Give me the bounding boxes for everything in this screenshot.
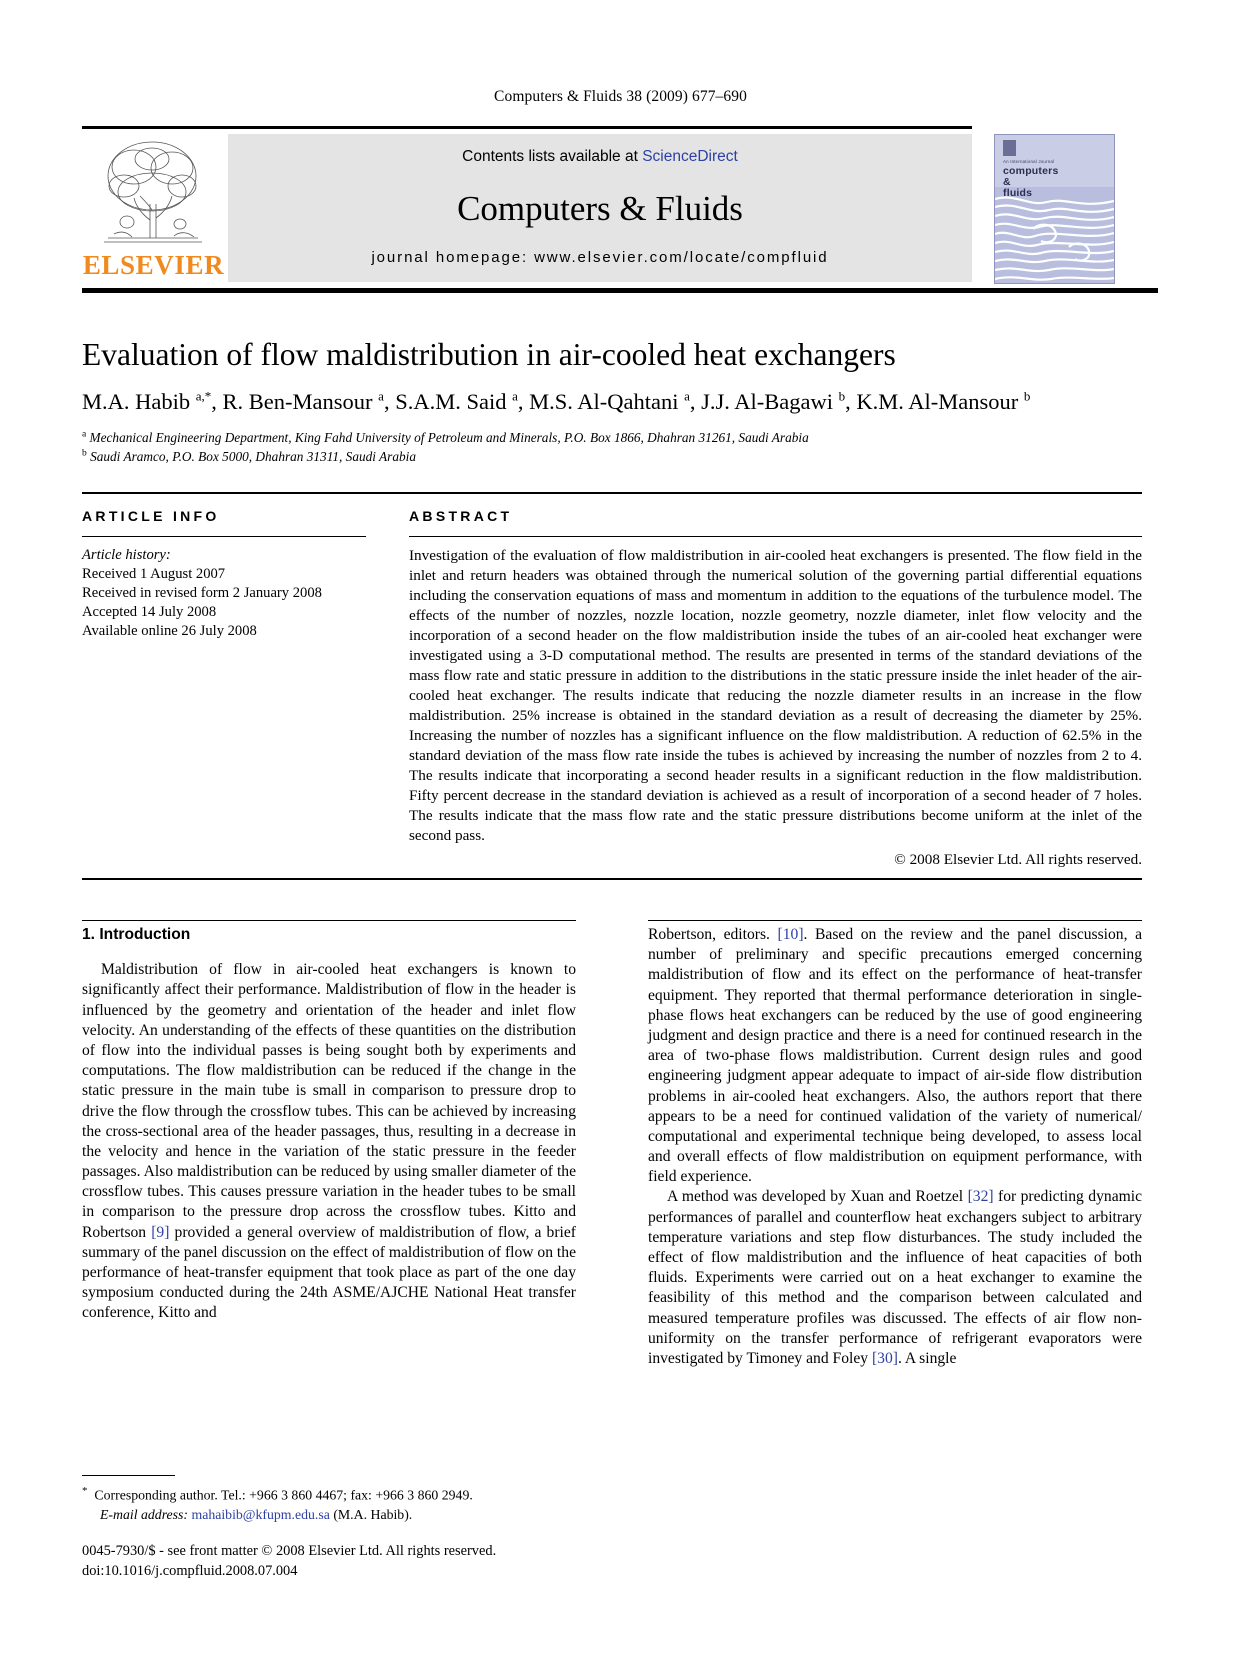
abstract-text: Investigation of the evaluation of flow maldistribution in air-cooled heat exchangers is presented. The flow field in the inlet and return headers was obtained through the numerical solution of the governing partial differential equations including the conservation equations of mass and momentum in addition to the equations of the turbulence model. The effects of the number of nozzles, nozzle location, nozzle geometry, nozzle diameter, inlet flow velocity and the incorporation of a second header on the flow maldistribution inside the tubes of an air-cooled heat exchanger were investigated using a 3-D computational method. The results are presented in terms of the standard deviations of the mass flow rate and static pressure in addition to the distributions in the static pressure inside the inlet header of the air-cooled heat exchanger. The results indicate that reducing the nozzle diameter results in an increase in the flow maldistribution. 25% increase is obtained in the standard deviation as a result of decreasing the diameter by 25%. Increasing the number of nozzles has a significant influence on the flow maldistribution. A reduction of 62.5% in the standard deviation of the mass flow rate inside the tubes is achieved by increasing the number of nozzles from 2 to 4. The results indicate that incorporating a second header results in a significant reduction in the flow maldistribution. Fifty percent decrease in the standard deviation is achieved as a result of incorporation of a second header of 7 holes. The results indicate that the mass flow rate and the static pressure distributions become uniform at the inlet of the second pass. (409, 547, 1142, 844)
paragraph-part: for predicting dynamic performances of parallel and counterflow heat exchangers subject to arbitrary temperature variations and step flow disturbances. The study included the effect of flow maldistribution and the influence of heat capacities of both fluids. Experiments were carried out on a heat exchanger to examine the feasibility of this method and the comparison between calculated and measured temperature profiles was discussed. The effects of air flow non-uniformity on the transfer performance of refrigerant evaporators were investigated by Timoney and Foley (648, 1188, 1142, 1367)
section-heading-introduction: 1. Introduction (82, 926, 191, 943)
abstract-heading: ABSTRACT (409, 508, 513, 524)
paragraph-part: provided a general overview of maldistribution of flow, a brief summary of the panel discussion on the effect of maldistribution of flow on the performance of heat-transfer equipment that took place as part of the one day symposium conducted during the 24th ASME/AJCHE National Heat transfer conference, Kitto and (82, 1223, 576, 1322)
paragraph (82, 960, 576, 1323)
journal-homepage-link[interactable]: journal homepage: www.elsevier.com/locate/compfluid (371, 249, 829, 266)
paragraph (648, 925, 1142, 1187)
contents-prefix: Contents lists available at (462, 148, 643, 165)
article-history-label: Article history: (82, 547, 171, 563)
citation-ref-9[interactable]: [9] (151, 1223, 170, 1241)
paragraph (648, 1187, 1142, 1369)
citation-ref-30[interactable]: [30] (871, 1349, 898, 1367)
asterisk-icon: * (82, 1485, 88, 1497)
journal-band (228, 134, 972, 282)
email-owner: (M.A. Habib). (333, 1506, 413, 1522)
imprint-block (82, 1542, 682, 1581)
issn-copyright-line: 0045-7930/$ - see front matter © 2008 Elsevier Ltd. All rights reserved. (82, 1543, 497, 1559)
article-history (82, 546, 382, 642)
history-item: Received in revised form 2 January 2008 (82, 585, 322, 602)
paragraph-part: . Based on the review and the panel discussion, a number of preliminary and specific precautions emerged concerning maldistribution of flow and its effect on the performance of heat-transfer equipment. They reported that thermal performance deterioration in single-phase flows heat exchangers can be reduced by the use of good engineering judgment and design practice and there is a need for continued research in the area of two-phase flows maldistribution. Current design rules and good engineering judgment appear adequate to impact of air-side flow distribution problems in air-cooled heat exchangers. Also, the authors report that there appears to be a need for continued validation of the variety of numerical/ computational and experimental technique being developed, to assess local and overall effects of flow maldistribution on equipment performance, with field experience. (648, 926, 1143, 1186)
body-column-right (648, 925, 1142, 1369)
cover-wave-pattern-icon (995, 193, 1114, 283)
paragraph-part: . A single (897, 1349, 957, 1367)
cover-subtitle: An International Journal (1003, 159, 1055, 164)
info-top-rule (82, 492, 1142, 494)
info-bottom-rule (82, 878, 1142, 880)
email-link[interactable]: mahaibib@kfupm.edu.sa (191, 1506, 330, 1522)
body-left-rule (82, 920, 576, 921)
history-item: Accepted 14 July 2008 (82, 604, 217, 621)
affiliation-list (82, 428, 1142, 467)
citation-ref-10[interactable]: [10] (777, 926, 804, 943)
footnote-rule (82, 1475, 175, 1476)
footnote-block (82, 1484, 582, 1524)
affiliation-a-mark: a (82, 429, 87, 440)
masthead-bottom-rule (82, 288, 1158, 293)
elsevier-logo (82, 134, 225, 282)
affiliation-a (82, 428, 1142, 447)
author-list: M.A. Habib $^{a,*}$, R. Ben-Mansour $^a$, S.A.M. Said $^a$, M.S. Al-Qahtani $^a$, J.J. Al-Bagawi $^b$, K.M. Al-Mansour $^b$ (82, 388, 1031, 414)
article-info-heading: ARTICLE INFO (82, 508, 220, 524)
affiliation-a-text: Mechanical Engineering Department, King Fahd University of Petroleum and Minerals, P.O. Box 1866, Dhahran 31261, Saudi Arabia (89, 430, 809, 445)
journal-title: Computers & Fluids (457, 189, 743, 228)
sciencedirect-link[interactable]: ScienceDirect (642, 148, 738, 165)
cover-word-fluids: fluids (1003, 187, 1033, 199)
affiliation-b (82, 447, 1142, 466)
doi-line[interactable]: doi:10.1016/j.compfluid.2008.07.004 (82, 1562, 298, 1579)
affiliation-b-text: Saudi Aramco, P.O. Box 5000, Dhahran 31311, Saudi Arabia (90, 449, 416, 465)
abstract-rule (409, 536, 1142, 537)
history-item: Available online 26 July 2008 (82, 623, 257, 640)
citation-ref-32[interactable]: [32] (967, 1188, 994, 1206)
contents-available-line (228, 148, 972, 166)
corresponding-author-note (82, 1484, 582, 1505)
elsevier-tree-icon (94, 134, 212, 252)
body-column-left (82, 925, 576, 1324)
journal-masthead (82, 126, 1158, 288)
cover-word-computers: computers (1003, 165, 1059, 177)
history-item: Received 1 August 2007 (82, 566, 226, 583)
elsevier-wordmark: ELSEVIER (82, 250, 225, 280)
paragraph-part: Maldistribution of flow in air-cooled heat exchangers is known to significantly affect their performance. Maldistribution of flow in the header is influenced by the geometry and orientation of the header and inlet flow velocity. An understanding of the effects of these quantities on the distribution of flow into the individual passes is being sought both by experiments and computations. The flow maldistribution can be reduced if the change in the static pressure in the main tube is small in comparison to pressure drop to drive the flow through the crossflow tubes. This can be achieved by increasing the cross-sectional area of the header passages, thus, resulting in a decrease in the velocity and hence in the variation of the static pressure in the feeder passages. Also maldistribution can be reduced by using smaller diameter of the crossflow tubes. This causes pressure variation in the header tubes to be small in comparison to the pressure drop across the crossflow tubes. Kitto and Robertson (82, 961, 576, 1241)
corresponding-author-text: Corresponding author. Tel.: +966 3 860 4467; fax: +966 3 860 2949. (94, 1487, 473, 1503)
paragraph-part: A method was developed by Xuan and Roetzel (667, 1188, 968, 1206)
page-title: Evaluation of flow maldistribution in air-cooled heat exchangers (82, 337, 896, 372)
affiliation-b-mark: b (82, 448, 87, 459)
running-head: Computers & Fluids 38 (2009) 677–690 (494, 88, 747, 105)
cover-square-mark (1003, 140, 1016, 156)
email-label: E-mail address: (100, 1506, 189, 1522)
article-info-rule (82, 536, 366, 537)
body-right-rule (648, 920, 1142, 921)
abstract-copyright: © 2008 Elsevier Ltd. All rights reserved. (894, 851, 1142, 868)
journal-cover-thumbnail (994, 134, 1115, 284)
masthead-body (82, 132, 1059, 282)
masthead-top-rule (82, 126, 972, 129)
email-note (82, 1505, 582, 1524)
paragraph-part: Robertson, editors. (648, 926, 778, 943)
cover-word-ampersand: & (1003, 176, 1011, 188)
